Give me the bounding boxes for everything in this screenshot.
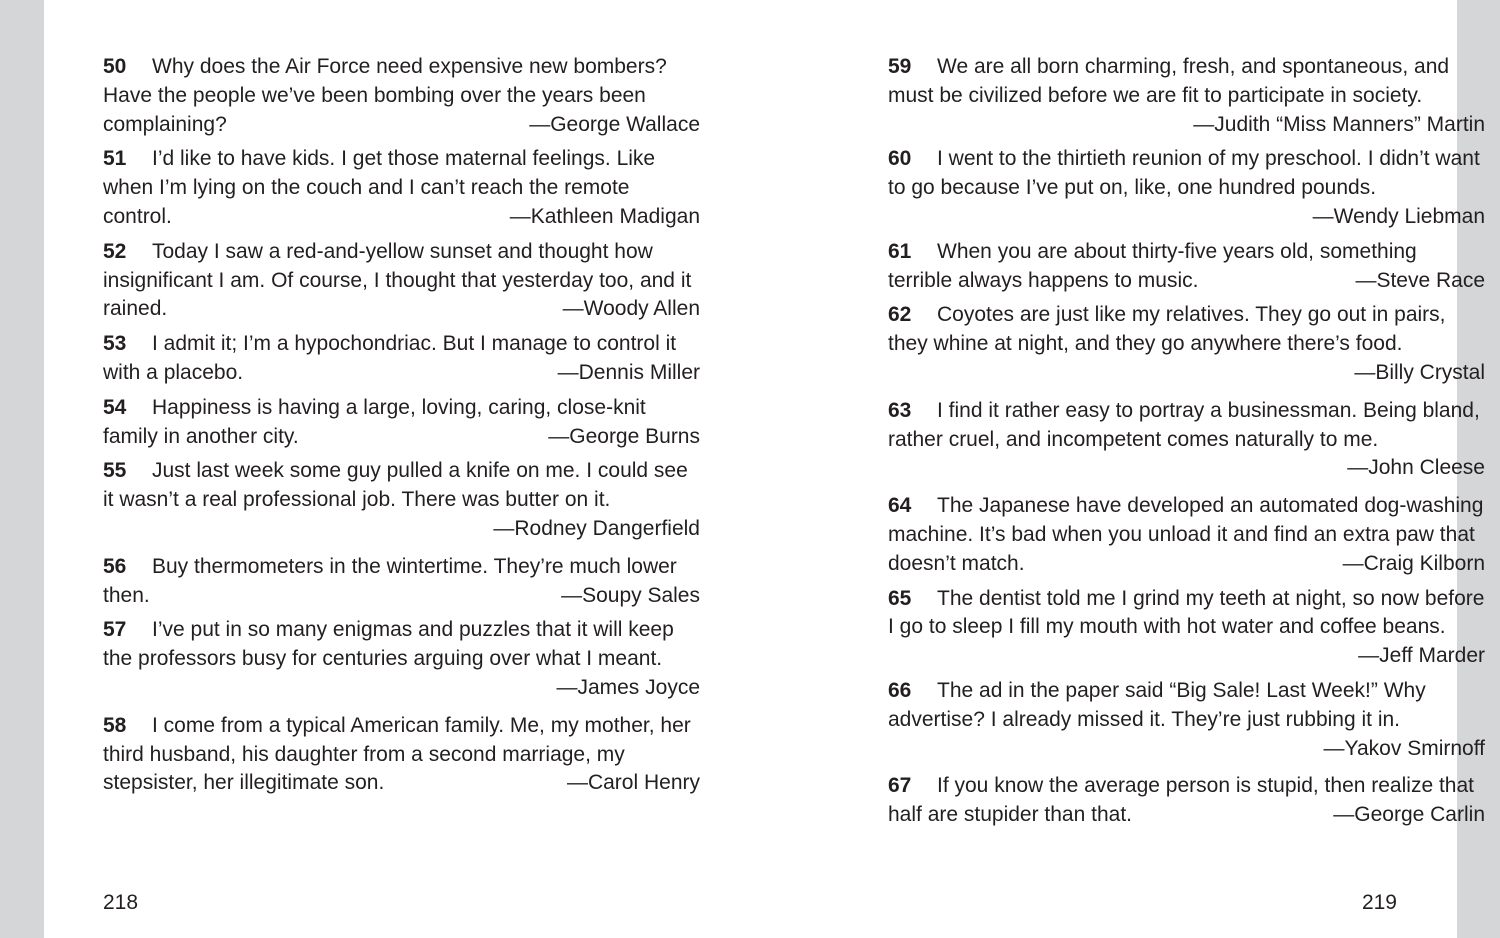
quote-text: Coyotes are just like my relatives. They go out in pairs, they whine at night, and they go anywhere there’s food.	[888, 303, 1446, 356]
quote-number: 67	[888, 774, 912, 798]
right-page-quotes	[888, 53, 1485, 836]
quote-number: 63	[888, 398, 912, 422]
quote-51	[103, 145, 700, 231]
quote-number: 64	[888, 494, 912, 518]
quote-number: 62	[888, 303, 912, 327]
quote-number: 66	[888, 678, 912, 702]
quote-53	[103, 330, 700, 388]
quote-54	[103, 394, 700, 452]
book-spread	[44, 0, 1485, 938]
left-page-quotes	[103, 53, 700, 804]
quote-63	[888, 397, 1485, 483]
quote-64	[888, 492, 1485, 578]
quote-number: 54	[103, 395, 127, 419]
quote-text: The ad in the paper said “Big Sale! Last Week!” Why advertise? I already missed it. They’re just rubbing it in.	[888, 678, 1426, 731]
quote-number: 57	[103, 618, 127, 642]
quote-52	[103, 238, 700, 324]
quote-number: 55	[103, 459, 127, 483]
quote-author: —Yakov Smirnoff	[1323, 736, 1485, 760]
quote-text: If you know the average person is stupid, then realize that half are stupider than that.	[888, 774, 1474, 827]
quote-text: The Japanese have developed an automated dog-washing machine. It’s bad when you unload it and find an extra paw that doesn’t match.	[888, 494, 1484, 575]
quote-author: —Carol Henry	[566, 771, 700, 795]
quote-text: The dentist told me I grind my teeth at night, so now before I go to sleep I fill my mouth with hot water and coffee beans.	[888, 586, 1485, 639]
quote-text: Today I saw a red-and-yellow sunset and thought how insignificant I am. Of course, I thought that yesterday too, and it rained.	[103, 239, 692, 321]
quote-author: —Judith “Miss Manners” Martin	[1193, 112, 1485, 136]
quote-author: —Steve Race	[1355, 268, 1485, 292]
quote-author: —Soupy Sales	[561, 583, 700, 607]
quote-67	[888, 772, 1485, 830]
quote-author: —Wendy Liebman	[1312, 204, 1485, 228]
quote-text: Why does the Air Force need expensive new bombers? Have the people we’ve been bombing over the years been complaining?	[103, 55, 667, 136]
quote-author: —Jeff Marder	[1358, 644, 1485, 668]
quote-number: 53	[103, 332, 127, 356]
quote-60	[888, 145, 1485, 231]
quote-text: Just last week some guy pulled a knife on me. I could see it wasn’t a real professional job. There was butter on it.	[103, 459, 688, 512]
quote-number: 61	[888, 239, 912, 263]
quote-author: —Kathleen Madigan	[509, 204, 700, 228]
quote-number: 56	[103, 554, 127, 578]
quote-author: —George Wallace	[529, 112, 700, 136]
quote-number: 60	[888, 147, 912, 171]
quote-text: When you are about thirty-five years old, something terrible always happens to music.	[888, 239, 1417, 292]
quote-text: I find it rather easy to portray a businessman. Being bland, rather cruel, and incompetent comes naturally to me.	[888, 398, 1480, 451]
quote-text: I come from a typical American family. Me, my mother, her third husband, his daughter from a second marriage, my stepsister, her illegitimate son.	[103, 713, 691, 795]
quote-author: —James Joyce	[556, 675, 700, 699]
quote-number: 51	[103, 147, 127, 171]
quote-65	[888, 585, 1485, 671]
quote-58	[103, 712, 700, 798]
quote-text: Buy thermometers in the wintertime. They’re much lower then.	[103, 554, 677, 607]
quote-61	[888, 238, 1485, 296]
quote-text: We are all born charming, fresh, and spontaneous, and must be civilized before we are fit to participate in society.	[888, 55, 1450, 107]
quote-number: 52	[103, 239, 127, 263]
quote-66	[888, 677, 1485, 763]
quote-author: —Woody Allen	[562, 297, 700, 321]
quote-author: —Billy Crystal	[1354, 360, 1485, 384]
quote-author: —Craig Kilborn	[1342, 551, 1485, 575]
quote-author: —George Burns	[548, 424, 700, 448]
quote-text: I went to the thirtieth reunion of my preschool. I didn’t want to go because I’ve put on, like, one hundred pounds.	[888, 147, 1480, 200]
quote-author: —Dennis Miller	[557, 360, 700, 384]
quote-text: I’ve put in so many enigmas and puzzles that it will keep the professors busy for centuries arguing over what I meant.	[103, 618, 674, 671]
quote-number: 59	[888, 55, 912, 78]
quote-author: —John Cleese	[1347, 456, 1485, 480]
quote-55	[103, 457, 700, 543]
quote-50	[103, 53, 700, 139]
quote-56	[103, 553, 700, 611]
quote-author: —George Carlin	[1333, 803, 1485, 827]
quote-59	[888, 53, 1485, 139]
quote-62	[888, 301, 1485, 387]
quote-number: 50	[103, 55, 127, 78]
quote-text: I’d like to have kids. I get those maternal feelings. Like when I’m lying on the couch and I can’t reach the remote control.	[103, 147, 656, 228]
page-number-right: 219	[1361, 891, 1397, 914]
page-number-left: 218	[103, 891, 139, 914]
quote-text: I admit it; I’m a hypochondriac. But I manage to control it with a placebo.	[103, 332, 677, 384]
quote-author: —Rodney Dangerfield	[493, 516, 700, 540]
quote-number: 58	[103, 713, 127, 737]
quote-57	[103, 616, 700, 702]
quote-text: Happiness is having a large, loving, caring, close-knit family in another city.	[103, 395, 646, 448]
quote-number: 65	[888, 586, 912, 610]
